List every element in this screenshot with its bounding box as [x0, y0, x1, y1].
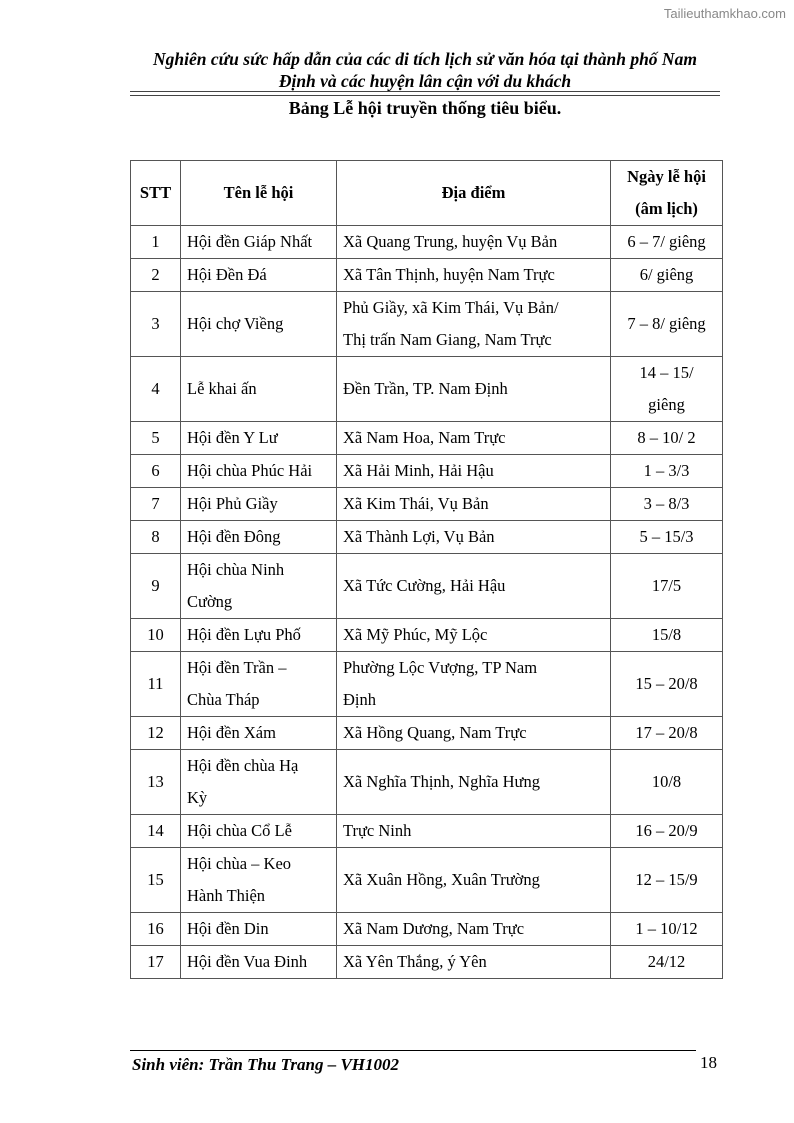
header-line-1: Nghiên cứu sức hấp dẫn của các di tích lịch sử văn hóa tại thành phố Nam [153, 49, 697, 69]
footer-divider [130, 1050, 696, 1051]
table-row [131, 259, 723, 292]
cell-date-line: 7 – 8/ giêng [627, 314, 706, 333]
cell-name-line: Hội đền Din [187, 919, 269, 938]
table-row [131, 292, 723, 357]
cell-date [611, 848, 723, 913]
cell-date [611, 946, 723, 979]
table-row [131, 455, 723, 488]
cell-place-line: Phường Lộc Vượng, TP Nam [343, 658, 538, 677]
cell-name [181, 521, 337, 554]
cell-date-line: 14 – 15/ [639, 363, 694, 382]
cell-place-line: Định [343, 690, 376, 709]
cell-name-line: Chùa Tháp [187, 690, 260, 709]
cell-date-line: 24/12 [647, 952, 686, 971]
cell-name [181, 554, 337, 619]
table-row [131, 946, 723, 979]
cell-date-line: 6/ giêng [639, 265, 694, 284]
table-title: Bảng Lễ hội truyền thống tiêu biểu. [288, 98, 562, 118]
cell-name-line: Hội đền Vua Đinh [187, 952, 308, 971]
cell-date [611, 292, 723, 357]
cell-stt: 3 [131, 292, 181, 357]
cell-date-line: 16 – 20/9 [635, 821, 698, 840]
table-row [131, 717, 723, 750]
cell-stt: 14 [131, 815, 181, 848]
cell-place [337, 455, 611, 488]
cell-name-line: Hội chùa Ninh [187, 560, 285, 579]
cell-place-line: Xã Quang Trung, huyện Vụ Bản [343, 232, 558, 251]
cell-name [181, 455, 337, 488]
cell-date-line: 10/8 [651, 772, 682, 791]
col-name: Tên lễ hội [181, 161, 337, 226]
table-header-row [131, 161, 723, 226]
cell-date-line: 1 – 3/3 [643, 461, 690, 480]
table-row [131, 848, 723, 913]
cell-name [181, 292, 337, 357]
cell-place-line: Xã Kim Thái, Vụ Bản [343, 494, 489, 513]
table-row [131, 422, 723, 455]
header-divider [130, 91, 720, 96]
cell-date-line: 15/8 [651, 625, 682, 644]
cell-place-line: Xã Hồng Quang, Nam Trực [343, 723, 527, 742]
cell-name [181, 357, 337, 422]
table-row [131, 226, 723, 259]
cell-place [337, 848, 611, 913]
table-row [131, 815, 723, 848]
cell-date [611, 455, 723, 488]
table-row [131, 488, 723, 521]
cell-place [337, 488, 611, 521]
cell-place-line: Xã Thành Lợi, Vụ Bản [343, 527, 495, 546]
footer-author: Sinh viên: Trần Thu Trang – VH1002 [132, 1055, 400, 1074]
cell-place-line: Xã Yên Thắng, ý Yên [343, 952, 487, 971]
cell-date [611, 488, 723, 521]
cell-name [181, 848, 337, 913]
cell-place [337, 292, 611, 357]
cell-stt: 6 [131, 455, 181, 488]
cell-name-line: Kỳ [187, 788, 208, 807]
cell-date [611, 619, 723, 652]
cell-place [337, 521, 611, 554]
cell-name-line: Hội chợ Viềng [187, 314, 284, 333]
cell-place [337, 226, 611, 259]
cell-date-line: 5 – 15/3 [639, 527, 694, 546]
cell-stt: 4 [131, 357, 181, 422]
table-row [131, 652, 723, 717]
cell-date-line: 1 – 10/12 [635, 919, 698, 938]
cell-name-line: Hội đền Trần – [187, 658, 287, 677]
cell-date [611, 750, 723, 815]
table-row [131, 913, 723, 946]
cell-date [611, 422, 723, 455]
cell-stt: 10 [131, 619, 181, 652]
cell-date [611, 717, 723, 750]
cell-name-line: Hội Phủ Giầy [187, 494, 278, 513]
cell-place [337, 750, 611, 815]
cell-stt: 12 [131, 717, 181, 750]
cell-place [337, 652, 611, 717]
table-row [131, 357, 723, 422]
cell-place-line: Xã Tức Cường, Hải Hậu [343, 576, 506, 595]
cell-name [181, 815, 337, 848]
cell-place-line: Xã Mỹ Phúc, Mỹ Lộc [343, 625, 488, 644]
cell-place-line: Xã Hải Minh, Hải Hậu [343, 461, 494, 480]
watermark: Tailieuthamkhao.com [663, 6, 786, 21]
cell-stt: 2 [131, 259, 181, 292]
cell-place [337, 422, 611, 455]
cell-name-line: Hội Đền Đá [187, 265, 267, 284]
col-place: Địa điểm [337, 161, 611, 226]
col-date [611, 161, 723, 226]
cell-name [181, 913, 337, 946]
cell-name-line: Lễ khai ấn [187, 379, 257, 398]
header-line-2: Định và các huyện lân cận với du khách [278, 71, 572, 91]
cell-place-line: Phủ Giầy, xã Kim Thái, Vụ Bản/ [343, 298, 559, 317]
cell-place [337, 815, 611, 848]
cell-place [337, 717, 611, 750]
cell-place-line: Xã Nam Hoa, Nam Trực [343, 428, 506, 447]
festival-table [130, 160, 723, 979]
col-date-line-2: (âm lịch) [635, 199, 698, 218]
cell-stt: 15 [131, 848, 181, 913]
cell-name-line: Hành Thiện [187, 886, 266, 905]
table-row [131, 554, 723, 619]
cell-date [611, 913, 723, 946]
cell-date [611, 357, 723, 422]
cell-name-line: Cường [187, 592, 233, 611]
cell-place-line: Xã Nghĩa Thịnh, Nghĩa Hưng [343, 772, 540, 791]
cell-stt: 9 [131, 554, 181, 619]
cell-name [181, 717, 337, 750]
cell-date-line: 3 – 8/3 [643, 494, 690, 513]
cell-place [337, 554, 611, 619]
cell-name-line: Hội đền Giáp Nhất [187, 232, 313, 251]
cell-date-line: 17 – 20/8 [635, 723, 698, 742]
cell-place [337, 913, 611, 946]
cell-name-line: Hội đền Đông [187, 527, 281, 546]
cell-date-line: 6 – 7/ giêng [627, 232, 706, 251]
cell-place [337, 357, 611, 422]
col-stt: STT [131, 161, 181, 226]
cell-name-line: Hội đền chùa Hạ [187, 756, 299, 775]
cell-name-line: Hội chùa Phúc Hải [187, 461, 313, 480]
cell-name-line: Hội đền Lựu Phố [187, 625, 301, 644]
cell-date [611, 554, 723, 619]
cell-date [611, 226, 723, 259]
running-header [130, 48, 720, 92]
cell-name [181, 259, 337, 292]
cell-place [337, 259, 611, 292]
cell-stt: 7 [131, 488, 181, 521]
cell-name [181, 750, 337, 815]
cell-stt: 13 [131, 750, 181, 815]
cell-name-line: Hội đền Xám [187, 723, 276, 742]
cell-stt: 17 [131, 946, 181, 979]
cell-date-line: 12 – 15/9 [635, 870, 698, 889]
cell-date [611, 521, 723, 554]
cell-place-line: Xã Tân Thịnh, huyện Nam Trực [343, 265, 555, 284]
page-number: 18 [700, 1053, 717, 1072]
cell-date-line: giêng [648, 395, 685, 414]
cell-date [611, 815, 723, 848]
cell-date-line: 15 – 20/8 [635, 674, 698, 693]
cell-name [181, 226, 337, 259]
cell-place [337, 946, 611, 979]
cell-place-line: Đền Trần, TP. Nam Định [343, 379, 508, 398]
table-row [131, 521, 723, 554]
cell-stt: 1 [131, 226, 181, 259]
cell-place-line: Trực Ninh [343, 821, 412, 840]
cell-name [181, 619, 337, 652]
cell-stt: 11 [131, 652, 181, 717]
cell-date [611, 652, 723, 717]
cell-date-line: 8 – 10/ 2 [637, 428, 696, 447]
cell-name [181, 946, 337, 979]
cell-name-line: Hội đền Y Lư [187, 428, 278, 447]
cell-name-line: Hội chùa Cổ Lễ [187, 821, 292, 840]
cell-date [611, 259, 723, 292]
cell-name [181, 488, 337, 521]
cell-stt: 16 [131, 913, 181, 946]
cell-place-line: Xã Xuân Hồng, Xuân Trường [343, 870, 540, 889]
cell-name [181, 422, 337, 455]
cell-date-line: 17/5 [651, 576, 682, 595]
cell-name [181, 652, 337, 717]
col-date-line-1: Ngày lễ hội [627, 167, 706, 186]
table-row [131, 619, 723, 652]
cell-place-line: Thị trấn Nam Giang, Nam Trực [343, 330, 552, 349]
cell-stt: 5 [131, 422, 181, 455]
table-row [131, 750, 723, 815]
cell-place-line: Xã Nam Dương, Nam Trực [343, 919, 525, 938]
cell-place [337, 619, 611, 652]
cell-stt: 8 [131, 521, 181, 554]
cell-name-line: Hội chùa – Keo [187, 854, 292, 873]
